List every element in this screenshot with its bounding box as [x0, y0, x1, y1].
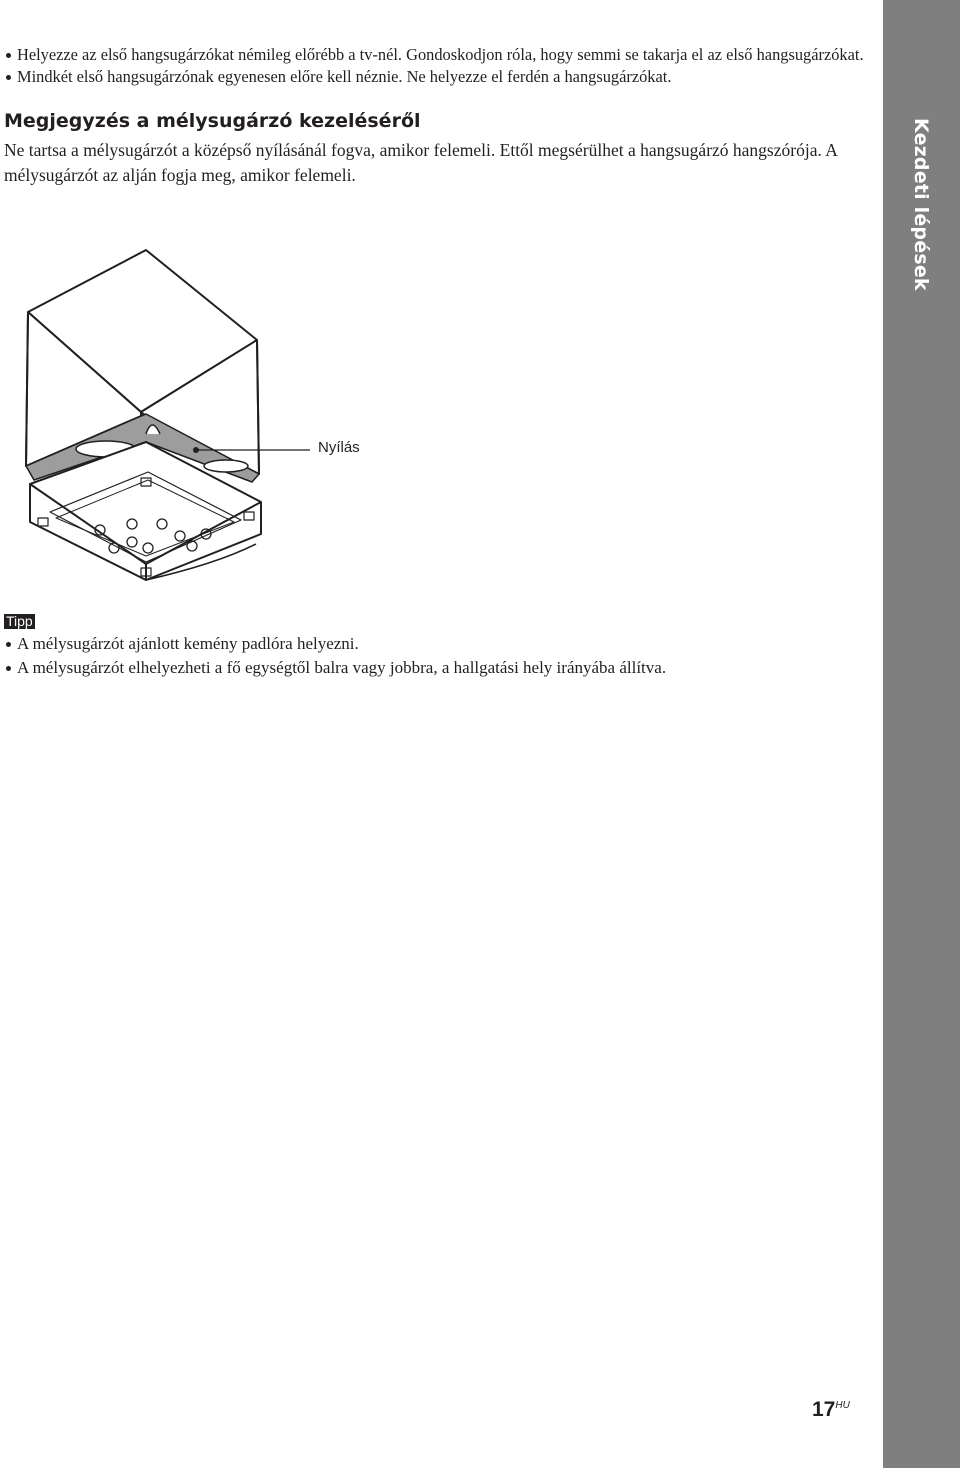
tip-item: A mélysugárzót elhelyezheti a fő egységtől balra vagy jobbra, a hallgatási hely irányába állítva. [4, 656, 864, 680]
page-number-value: 17 [812, 1398, 836, 1421]
note-heading: Megjegyzés a mélysugárzó kezeléséről [4, 110, 421, 132]
page-number [812, 1398, 850, 1422]
page-language-code: HU [835, 1400, 850, 1411]
tip-badge: Tipp [6, 613, 33, 629]
opening-callout-label: Nyílás [318, 439, 360, 456]
note-body: Ne tartsa a mélysugárzót a középső nyílásánál fogva, amikor felemeli. Ettől megsérülhet a hangsugárzó hangszórója. A mélysugárzót az alján fogja meg, amikor felemeli. [4, 140, 837, 185]
placement-bullet: Mindkét első hangsugárzónak egyenesen előre kell néznie. Ne helyezze el ferdén a hangsugárzókat. [4, 66, 864, 88]
tip-item: A mélysugárzót ajánlott kemény padlóra helyezni. [4, 632, 864, 656]
main-content [4, 44, 864, 187]
subwoofer-illustration [16, 244, 366, 589]
tips-section [4, 613, 864, 680]
placement-bullet: Helyezze az első hangsugárzókat némileg előrébb a tv-nél. Gondoskodjon róla, hogy semmi se takarja el az első hangsugárzókat. [4, 44, 864, 66]
section-side-tab [883, 0, 960, 1468]
section-tab-label: Kezdeti lépések [910, 118, 932, 291]
